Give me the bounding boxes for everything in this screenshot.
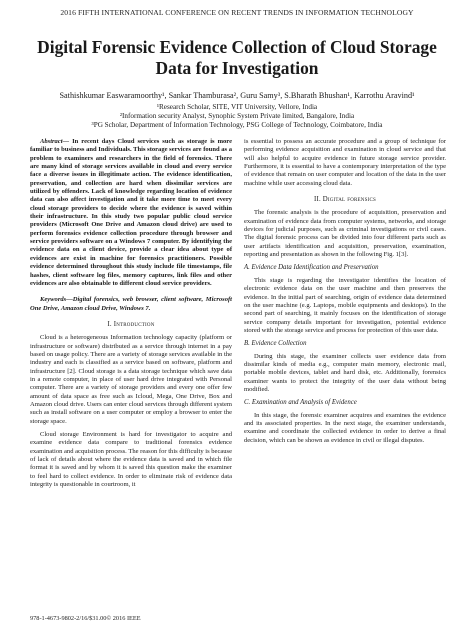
subsection-c-text: In this stage, the forensic examiner acquires and examines the evidence and its associated properties. In the next stage, the examiner understands, examine and coordinate the collected evidence in order to derive a final decision, which can be shown as evidence in civil or illegal disputes.	[244, 411, 446, 444]
forensics-paragraph-1: The forensic analysis is the procedure of acquisition, preservation and examination of evidence data from computer systems, networks, and storage devices for judicial purposes, such as criminal investigations or civil cases. The digital forensic process can be divided into four different parts such as user artifacts identification and acquisition, preservation, examination, reporting and presentation as shown in the following Fig. 1[3].	[244, 209, 446, 259]
subsection-b-text: During this stage, the examiner collects user evidence data from dissimilar kinds of media e.g., computer main memory, electronic mail, portable mobile devices, tablet and hard disk, etc. Additionally, forensics examiner wants to protect the integrity of the user data without being modified.	[244, 352, 446, 393]
affiliation-1: ¹Research Scholar, SITE, VIT University, Vellore, India	[156, 103, 318, 111]
right-column	[244, 138, 446, 450]
abstract-text: In recent days Cloud services such as storage is more familiar to business and Individuals. This storage services are found as a problem to examiners and researchers in the field of forensics. There are many kind of storage services available in cloud and every service face a diverse issues in illegitimate action. The evidence identification, preservation, and collection are hard when dissimilar services are utilized by offenders. Lack of knowledge regarding location of evidence data can also affect investigation and it take more time to meet every cloud storage providers to decide where the evidence is saved within their infrastructure. In this study two popular public cloud service providers (Microsoft One Drive and Amazon cloud drive) are used to perform forensics evidence collection procedure through browser and service providers software on a Windows 7 computer. By identifying the evidence data on a client device, provide a clear idea about type of evidences are exist in machine for forensics practitioners. Possible evidence determined throughout this study include file timestamps, file hashes, client software log files, memory captures, link files and other evidences are also obtainable to different cloud service providers.	[30, 138, 232, 287]
author-list: Sathishkumar Easwaramoorthy¹, Sankar Thamburasa², Guru Samy³, S.Bharath Bhushan¹, Karrothu Aravind¹	[59, 91, 415, 100]
keywords-label: Keywords—	[40, 296, 73, 304]
copyright-footer: 978-1-4673-9802-2/16/$31.00© 2016 IEEE	[30, 615, 141, 622]
subsection-heading-b: B. Evidence Collection	[244, 340, 307, 348]
conference-header: 2016 FIFTH INTERNATIONAL CONFERENCE ON RECENT TRENDS IN INFORMATION TECHNOLOGY	[60, 8, 414, 17]
subsection-heading-a: A. Evidence Data Identification and Preservation	[244, 264, 379, 272]
paper-title: Digital Forensic Evidence Collection of Cloud Storage Data for Investigation	[37, 37, 437, 78]
abstract-label: Abstract—	[40, 138, 70, 145]
section-heading-digital-forensics: II. Digital forensics	[314, 196, 376, 204]
affiliation-2: ²Information security Analyst, Synophic System Private limited, Bangalore, India	[119, 112, 355, 120]
keywords-text: Digital forensics, web browser, client software, Microsoft One Drive, Amazon cloud Drive, Windows 7.	[30, 296, 232, 312]
left-column	[30, 138, 232, 494]
subsection-a-text: This stage is regarding the investigator identifies the location of electronic evidence data on the user machine and then preserves the evidence. In the initial part of searching, origin of evidence data determined on the user machine (e.g. Laptops, mobile equipments and desktops). In the second part of searching, it mainly focuses on the identification of storage service company details important for investigation, potential evidence stored with the storage service and process for protection of this user data.	[244, 276, 446, 334]
subsection-heading-c: C. Examination and Analysis of Evidence	[244, 399, 357, 407]
intro-paragraph-1: Cloud is a heterogeneous Information technology capacity (platform or infrastructure or software) distributed as a service through internet in a pay based on usage policy. There are a variety of storage services available in the industry and each is classified as a service based on software, platform and infrastructure [2]. Cloud storage is a data storage technique which save data in a remote computer, in place of user hard drive integrated with Personal computer. There are a variety of storage providers and every one offer few amount of data space as free such as Icloud, Mega, One Drive, Box and Amazon cloud drive. Users can enter cloud services through different system such as install software on a user computer or employ a browser to enter the storage space.	[30, 334, 232, 425]
keywords	[30, 296, 232, 313]
abstract	[30, 138, 232, 288]
affiliation-3: ³PG Scholar, Department of Information Technology, PSG College of Technology, Coimbatore, India	[91, 121, 383, 129]
section-heading-introduction: I. Introduction	[107, 320, 155, 328]
intro-paragraph-2-continued: is essential to possess an accurate procedure and a group of technique for performing evidence acquisition and examination in cloud service and that will also helpful to acquire evidence in future storage service provider. Furthermore, it is essential to have a contemporary interpretation of the type of evidence that remain on user computer and location of the data in the user machine while user accessing cloud data.	[244, 138, 446, 187]
intro-paragraph-2: Cloud storage Environment is hard for investigator to acquire and examine evidence data compare to traditional forensics evidence examination and acquisition process. The reason for this difficulty is because of lack of details about where the evidence data is saved and in which file format it is saved and by whom it is saved this question make the examiner to feel hard to collect evidence. In order to eliminate risk of evidence data integrity is questionable in courtroom, it	[30, 431, 232, 489]
